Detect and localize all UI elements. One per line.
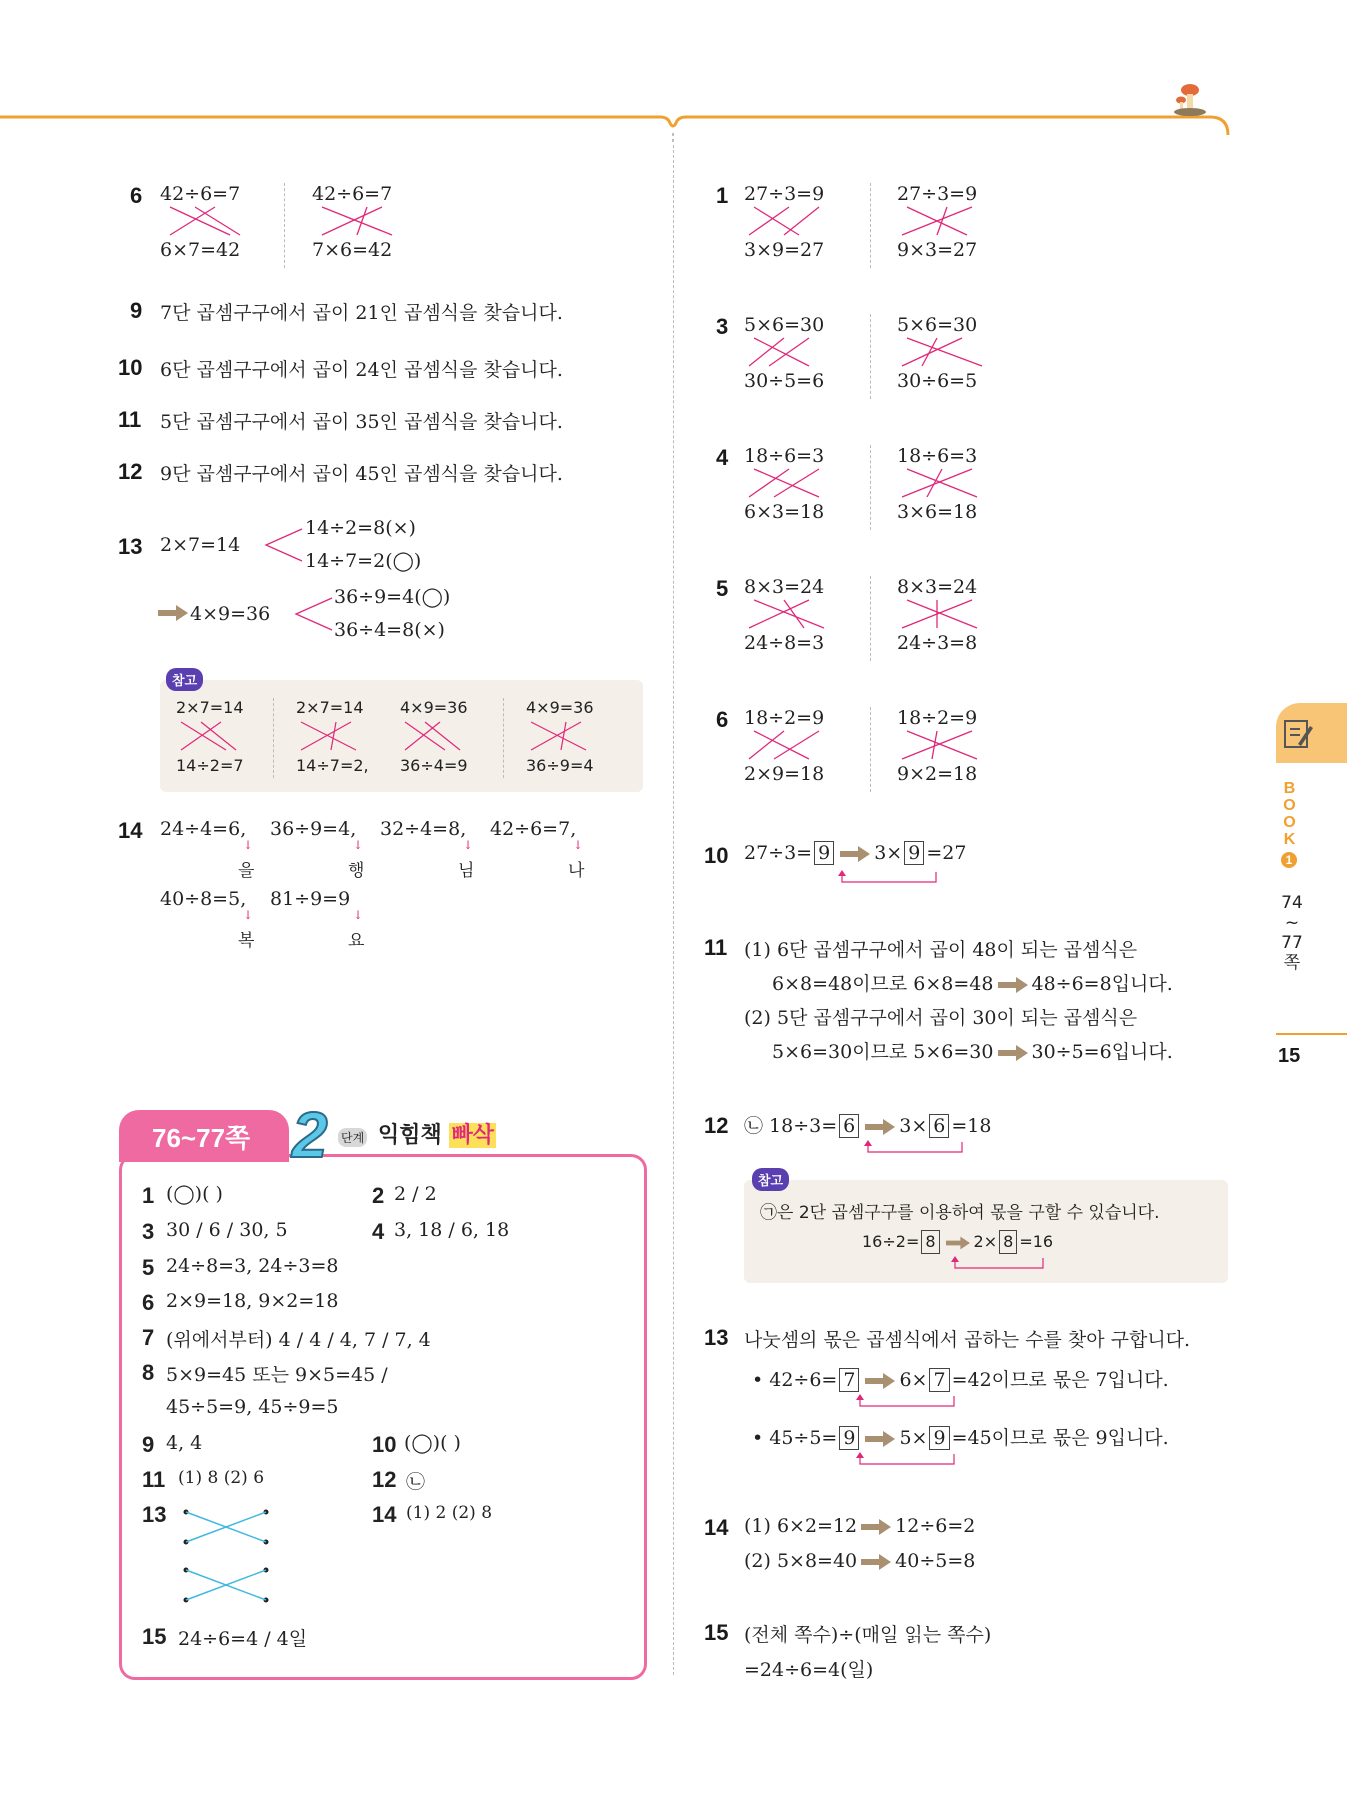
rq10-mid: 3×	[874, 842, 903, 864]
q14-letter: 님	[458, 861, 475, 881]
a13-matching-diagram	[180, 1500, 280, 1610]
a6-text: 2×9=18, 9×2=18	[166, 1290, 339, 1312]
note-c1-bot: 14÷2=7	[176, 756, 244, 775]
rq10-box2: 9	[904, 841, 924, 865]
a7-number: 7	[142, 1325, 155, 1350]
rq12-post: =18	[951, 1115, 992, 1137]
a10-text: (◯)( )	[404, 1432, 461, 1454]
q14-down-arrow: ↓	[463, 838, 474, 852]
page-range: 74 ~ 77 쪽	[1281, 893, 1303, 973]
q6-a-arrows	[160, 205, 270, 241]
column-divider	[673, 145, 674, 1675]
a3-number: 3	[142, 1219, 155, 1244]
rq10-pre: 27÷3=	[744, 842, 813, 864]
mushroom-icon	[1172, 80, 1208, 120]
rq10-number: 10	[704, 843, 729, 868]
rq15-l1: (전체 쪽수)÷(매일 읽는 쪽수)	[744, 1624, 992, 1646]
arrow-icon	[865, 1431, 895, 1447]
q14-down-arrow: ↓	[243, 838, 254, 852]
a2-text: 2 / 2	[394, 1183, 437, 1205]
q13-eq1: 2×7=14	[160, 534, 241, 556]
page-number-rule	[1276, 1033, 1347, 1035]
note-c1-arrows	[176, 720, 256, 754]
a8-text: 5×9=45 또는 9×5=45 /	[166, 1364, 388, 1386]
arrow-icon	[861, 1519, 891, 1535]
q14-eq-6: 81÷9=9	[270, 888, 351, 910]
rq11-p1a: (1) 6단 곱셈구구에서 곱이 48이 되는 곱셈식은	[744, 939, 1138, 961]
rq5-a-bottom: 24÷8=3	[744, 632, 825, 654]
rq5-cross-a	[744, 576, 894, 662]
rq1-a-bottom: 3×9=27	[744, 239, 825, 261]
rq5-number: 5	[716, 576, 729, 601]
q14-letter: 요	[348, 931, 365, 951]
rq14-l2-post: 40÷5=8	[895, 1550, 976, 1572]
rq14-l1	[744, 1515, 975, 1537]
rq3-b-bottom: 30÷6=5	[897, 370, 978, 392]
q13-eq2: 4×9=36	[190, 603, 271, 625]
q10-number: 10	[118, 355, 143, 380]
a1-number: 1	[142, 1183, 155, 1208]
rq4-a-top: 18÷6=3	[744, 445, 825, 467]
rq12-pre: ㉡ 18÷3=	[744, 1115, 838, 1137]
q6-a-top: 42÷6=7	[160, 183, 241, 205]
rq4-number: 4	[716, 445, 729, 470]
rq3-a-top: 5×6=30	[744, 314, 825, 336]
q14-eq-4: 42÷6=7,	[490, 818, 577, 840]
q14-down-arrow: ↓	[243, 908, 254, 922]
note-right-pre: 16÷2=	[862, 1232, 920, 1251]
rq1-divider	[870, 183, 871, 268]
rq12-mid: 3×	[899, 1115, 928, 1137]
rq13-b2-post: =45이므로 몫은 9입니다.	[951, 1427, 1169, 1449]
a5-text: 24÷8=3, 24÷3=8	[166, 1255, 339, 1277]
rq5-a-top: 8×3=24	[744, 576, 825, 598]
rq14-number: 14	[704, 1515, 729, 1540]
step-label: 단계	[338, 1128, 367, 1147]
arrow-icon	[865, 1119, 895, 1135]
rq13-b2-link	[854, 1450, 974, 1470]
rq4-a-arrows	[744, 467, 854, 503]
q14-letter: 나	[568, 861, 585, 881]
rq13-b2	[752, 1423, 1169, 1450]
a15-text: 24÷6=4 / 4일	[178, 1628, 308, 1650]
q12-text: 9단 곱셈구구에서 곱이 45인 곱셈식을 찾습니다.	[160, 463, 563, 485]
rq13-b1-box2: 7	[929, 1368, 949, 1392]
q10-text: 6단 곱셈구구에서 곱이 24인 곱셈식을 찾습니다.	[160, 359, 563, 381]
rq13-b1-box1: 7	[839, 1368, 859, 1392]
rq4-divider	[870, 445, 871, 530]
rq3-cross-b	[897, 314, 1047, 400]
note-right-box1: 8	[921, 1230, 939, 1254]
rq13-b1-mid: 6×	[899, 1369, 928, 1391]
rq11-p1b-post: 48÷6=8입니다.	[1031, 973, 1173, 995]
rq1-number: 1	[716, 183, 729, 208]
rq4-cross-b	[897, 445, 1047, 531]
rq12-box2: 6	[929, 1114, 949, 1138]
rq15-number: 15	[704, 1620, 729, 1645]
rq15-l2: =24÷6=4(일)	[744, 1659, 874, 1681]
q9-text: 7단 곱셈구구에서 곱이 21인 곱셈식을 찾습니다.	[160, 302, 563, 324]
a2-number: 2	[372, 1183, 385, 1208]
arrow-icon	[840, 846, 870, 862]
rq14-l1-pre: (1) 6×2=12	[744, 1515, 858, 1537]
a4-text: 3, 18 / 6, 18	[394, 1219, 510, 1241]
a14-text: (1) 2 (2) 8	[406, 1503, 493, 1523]
note-right-box2: 8	[999, 1230, 1017, 1254]
rq6-cross-b	[897, 707, 1047, 793]
note-c4-arrows	[526, 720, 606, 754]
arrow-icon	[158, 605, 188, 621]
arrow-icon	[865, 1373, 895, 1389]
q14-down-arrow: ↓	[573, 838, 584, 852]
rq10-line	[744, 841, 966, 865]
rq13-b2-box1: 9	[839, 1426, 859, 1450]
rq3-number: 3	[716, 314, 729, 339]
arrow-icon	[998, 1045, 1028, 1061]
rq1-b-top: 27÷3=9	[897, 183, 978, 205]
q6-number: 6	[130, 183, 143, 208]
rq4-cross-a	[744, 445, 894, 531]
arrow-icon	[998, 977, 1028, 993]
rq5-divider	[870, 576, 871, 661]
rq12-link	[862, 1138, 982, 1158]
a8-text2: 45÷5=9, 45÷9=5	[166, 1396, 339, 1418]
rq13-b2-mid: 5×	[899, 1427, 928, 1449]
note-c2-bot: 14÷7=2,	[296, 756, 369, 775]
rq4-b-arrows	[897, 467, 1007, 503]
rq11-p2b-pre: 5×6=30이므로 5×6=30	[772, 1041, 994, 1063]
a10-number: 10	[372, 1432, 397, 1457]
rq6-b-top: 18÷2=9	[897, 707, 978, 729]
rq6-a-top: 18÷2=9	[744, 707, 825, 729]
answer-box-pages: 76~77쪽	[152, 1123, 251, 1153]
note-icon	[1282, 718, 1314, 750]
q13-r1b: 14÷7=2(◯)	[305, 550, 422, 572]
q14-eq-2: 36÷9=4,	[270, 818, 357, 840]
rq3-b-top: 5×6=30	[897, 314, 978, 336]
rq1-b-bottom: 9×3=27	[897, 239, 978, 261]
note-c1-top: 2×7=14	[176, 698, 244, 717]
q14-down-arrow: ↓	[353, 908, 364, 922]
q6-cross-a	[160, 183, 310, 269]
q12-number: 12	[118, 459, 143, 484]
rq14-l2	[744, 1550, 975, 1572]
rq11-p2b	[772, 1037, 1173, 1064]
a12-number: 12	[372, 1467, 397, 1492]
a11-number: 11	[142, 1467, 166, 1492]
note-c2-arrows	[296, 720, 376, 754]
note-badge-right: 참고	[752, 1168, 789, 1191]
rq3-a-arrows	[744, 336, 854, 372]
note-c3-bot: 36÷4=9	[400, 756, 468, 775]
note-right-link	[950, 1254, 1050, 1274]
rq5-b-arrows	[897, 598, 1007, 634]
q6-divider	[284, 183, 285, 268]
rq6-number: 6	[716, 707, 729, 732]
answer-box-title	[378, 1118, 496, 1149]
a11-text: (1) 8 (2) 6	[178, 1468, 265, 1488]
answer-title-highlight: 빠삭	[451, 1123, 494, 1148]
rq6-cross-a	[744, 707, 894, 793]
rq13-b1-link	[854, 1392, 974, 1412]
rq1-cross-a	[744, 183, 894, 269]
rq12-line	[744, 1111, 991, 1138]
header-rule	[0, 95, 1347, 145]
a9-text: 4, 4	[166, 1432, 203, 1454]
book-number-badge: 1	[1281, 852, 1297, 868]
rq11-p2a: (2) 5단 곱셈구구에서 곱이 30이 되는 곱셈식은	[744, 1007, 1138, 1029]
rq11-p1b	[772, 969, 1173, 996]
rq10-post: =27	[926, 842, 967, 864]
a6-number: 6	[142, 1290, 155, 1315]
rq12-box1: 6	[839, 1114, 859, 1138]
rq6-b-bottom: 9×2=18	[897, 763, 978, 785]
rq12-number: 12	[704, 1113, 729, 1138]
q14-eq-3: 32÷4=8,	[380, 818, 467, 840]
a9-number: 9	[142, 1432, 155, 1457]
note-badge-left: 참고	[166, 668, 203, 691]
rq5-b-bottom: 24÷3=8	[897, 632, 978, 654]
rq1-cross-b	[897, 183, 1047, 269]
a13-number: 13	[142, 1502, 167, 1527]
step-number: 2	[292, 1099, 328, 1171]
note-right-text: ㉠은 2단 곱셈구구를 이용하여 몫을 구할 수 있습니다.	[760, 1203, 1160, 1223]
a4-number: 4	[372, 1219, 385, 1244]
rq6-a-arrows	[744, 729, 854, 765]
rq6-divider	[870, 707, 871, 792]
rq10-link	[836, 868, 956, 888]
rq6-a-bottom: 2×9=18	[744, 763, 825, 785]
a5-number: 5	[142, 1255, 155, 1280]
note-c2-top: 2×7=14	[296, 698, 364, 717]
q11-number: 11	[118, 407, 142, 432]
a1-text: (◯)( )	[166, 1183, 223, 1205]
a3-text: 30 / 6 / 30, 5	[166, 1219, 288, 1241]
rq14-l1-post: 12÷6=2	[895, 1515, 976, 1537]
a14-number: 14	[372, 1502, 397, 1527]
a15-number: 15	[142, 1624, 167, 1649]
rq11-number: 11	[704, 935, 728, 960]
rq1-b-arrows	[897, 205, 1007, 241]
rq4-b-top: 18÷6=3	[897, 445, 978, 467]
rq14-l2-pre: (2) 5×8=40	[744, 1550, 858, 1572]
rq13-b2-box2: 9	[929, 1426, 949, 1450]
page-number: 15	[1278, 1045, 1301, 1067]
rq1-a-arrows	[744, 205, 854, 241]
answer-title-text: 익힘책	[378, 1123, 442, 1148]
q13-branch2	[292, 594, 338, 634]
q14-letter: 복	[238, 931, 255, 951]
rq3-divider	[870, 314, 871, 399]
q11-text: 5단 곱셈구구에서 곱이 35인 곱셈식을 찾습니다.	[160, 411, 563, 433]
rq4-b-bottom: 3×6=18	[897, 501, 978, 523]
rq13-b1	[752, 1365, 1169, 1392]
q6-b-arrows	[312, 205, 422, 241]
q13-branch1	[262, 525, 308, 565]
rq4-a-bottom: 6×3=18	[744, 501, 825, 523]
note-c4-top: 4×9=36	[526, 698, 594, 717]
note-right-mid: 2×	[973, 1232, 998, 1251]
note-div2	[503, 698, 504, 778]
a7-text: (위에서부터) 4 / 4 / 4, 7 / 7, 4	[166, 1329, 431, 1351]
rq3-cross-a	[744, 314, 894, 400]
a12-text: ㉡	[406, 1471, 426, 1493]
q13-number: 13	[118, 534, 143, 559]
q14-eq-1: 24÷4=6,	[160, 818, 247, 840]
q14-eq-5: 40÷8=5,	[160, 888, 247, 910]
rq11-p2b-post: 30÷5=6입니다.	[1031, 1041, 1173, 1063]
rq13-b1-post: =42이므로 몫은 7입니다.	[951, 1369, 1169, 1391]
arrow-icon	[861, 1554, 891, 1570]
note-div1	[273, 698, 274, 778]
rq13-number: 13	[704, 1325, 729, 1350]
rq11-p1b-pre: 6×8=48이므로 6×8=48	[772, 973, 994, 995]
q6-cross-b	[312, 183, 462, 269]
q14-down-arrow: ↓	[353, 838, 364, 852]
a8-number: 8	[142, 1360, 155, 1385]
q14-letter: 행	[348, 861, 365, 881]
note-c3-top: 4×9=36	[400, 698, 468, 717]
q13-r2a: 36÷9=4(◯)	[334, 586, 451, 608]
note-c4-bot: 36÷9=4	[526, 756, 594, 775]
book-label: BOOK 1	[1281, 780, 1298, 867]
rq13-text: 나눗셈의 몫은 곱셈식에서 곱하는 수를 찾아 구합니다.	[744, 1329, 1191, 1351]
note-c3-arrows	[400, 720, 480, 754]
rq5-b-top: 8×3=24	[897, 576, 978, 598]
rq13-b2-pre: • 45÷5=	[752, 1427, 838, 1449]
q6-b-bottom: 7×6=42	[312, 239, 393, 261]
q14-letter: 을	[238, 861, 255, 881]
rq13-b1-pre: • 42÷6=	[752, 1369, 838, 1391]
rq6-b-arrows	[897, 729, 1007, 765]
q6-b-top: 42÷6=7	[312, 183, 393, 205]
rq1-a-top: 27÷3=9	[744, 183, 825, 205]
q13-r1a: 14÷2=8(×)	[305, 517, 416, 539]
rq5-cross-b	[897, 576, 1047, 662]
q9-number: 9	[130, 298, 143, 323]
rq10-box1: 9	[814, 841, 834, 865]
q14-number: 14	[118, 818, 143, 843]
note-right-post: =16	[1019, 1232, 1054, 1251]
rq5-a-arrows	[744, 598, 854, 634]
q6-a-bottom: 6×7=42	[160, 239, 241, 261]
rq3-a-bottom: 30÷5=6	[744, 370, 825, 392]
rq3-b-arrows	[897, 336, 1007, 372]
note-right-eq	[862, 1230, 1053, 1254]
arrow-icon	[946, 1236, 970, 1250]
q13-r2b: 36÷4=8(×)	[334, 619, 445, 641]
